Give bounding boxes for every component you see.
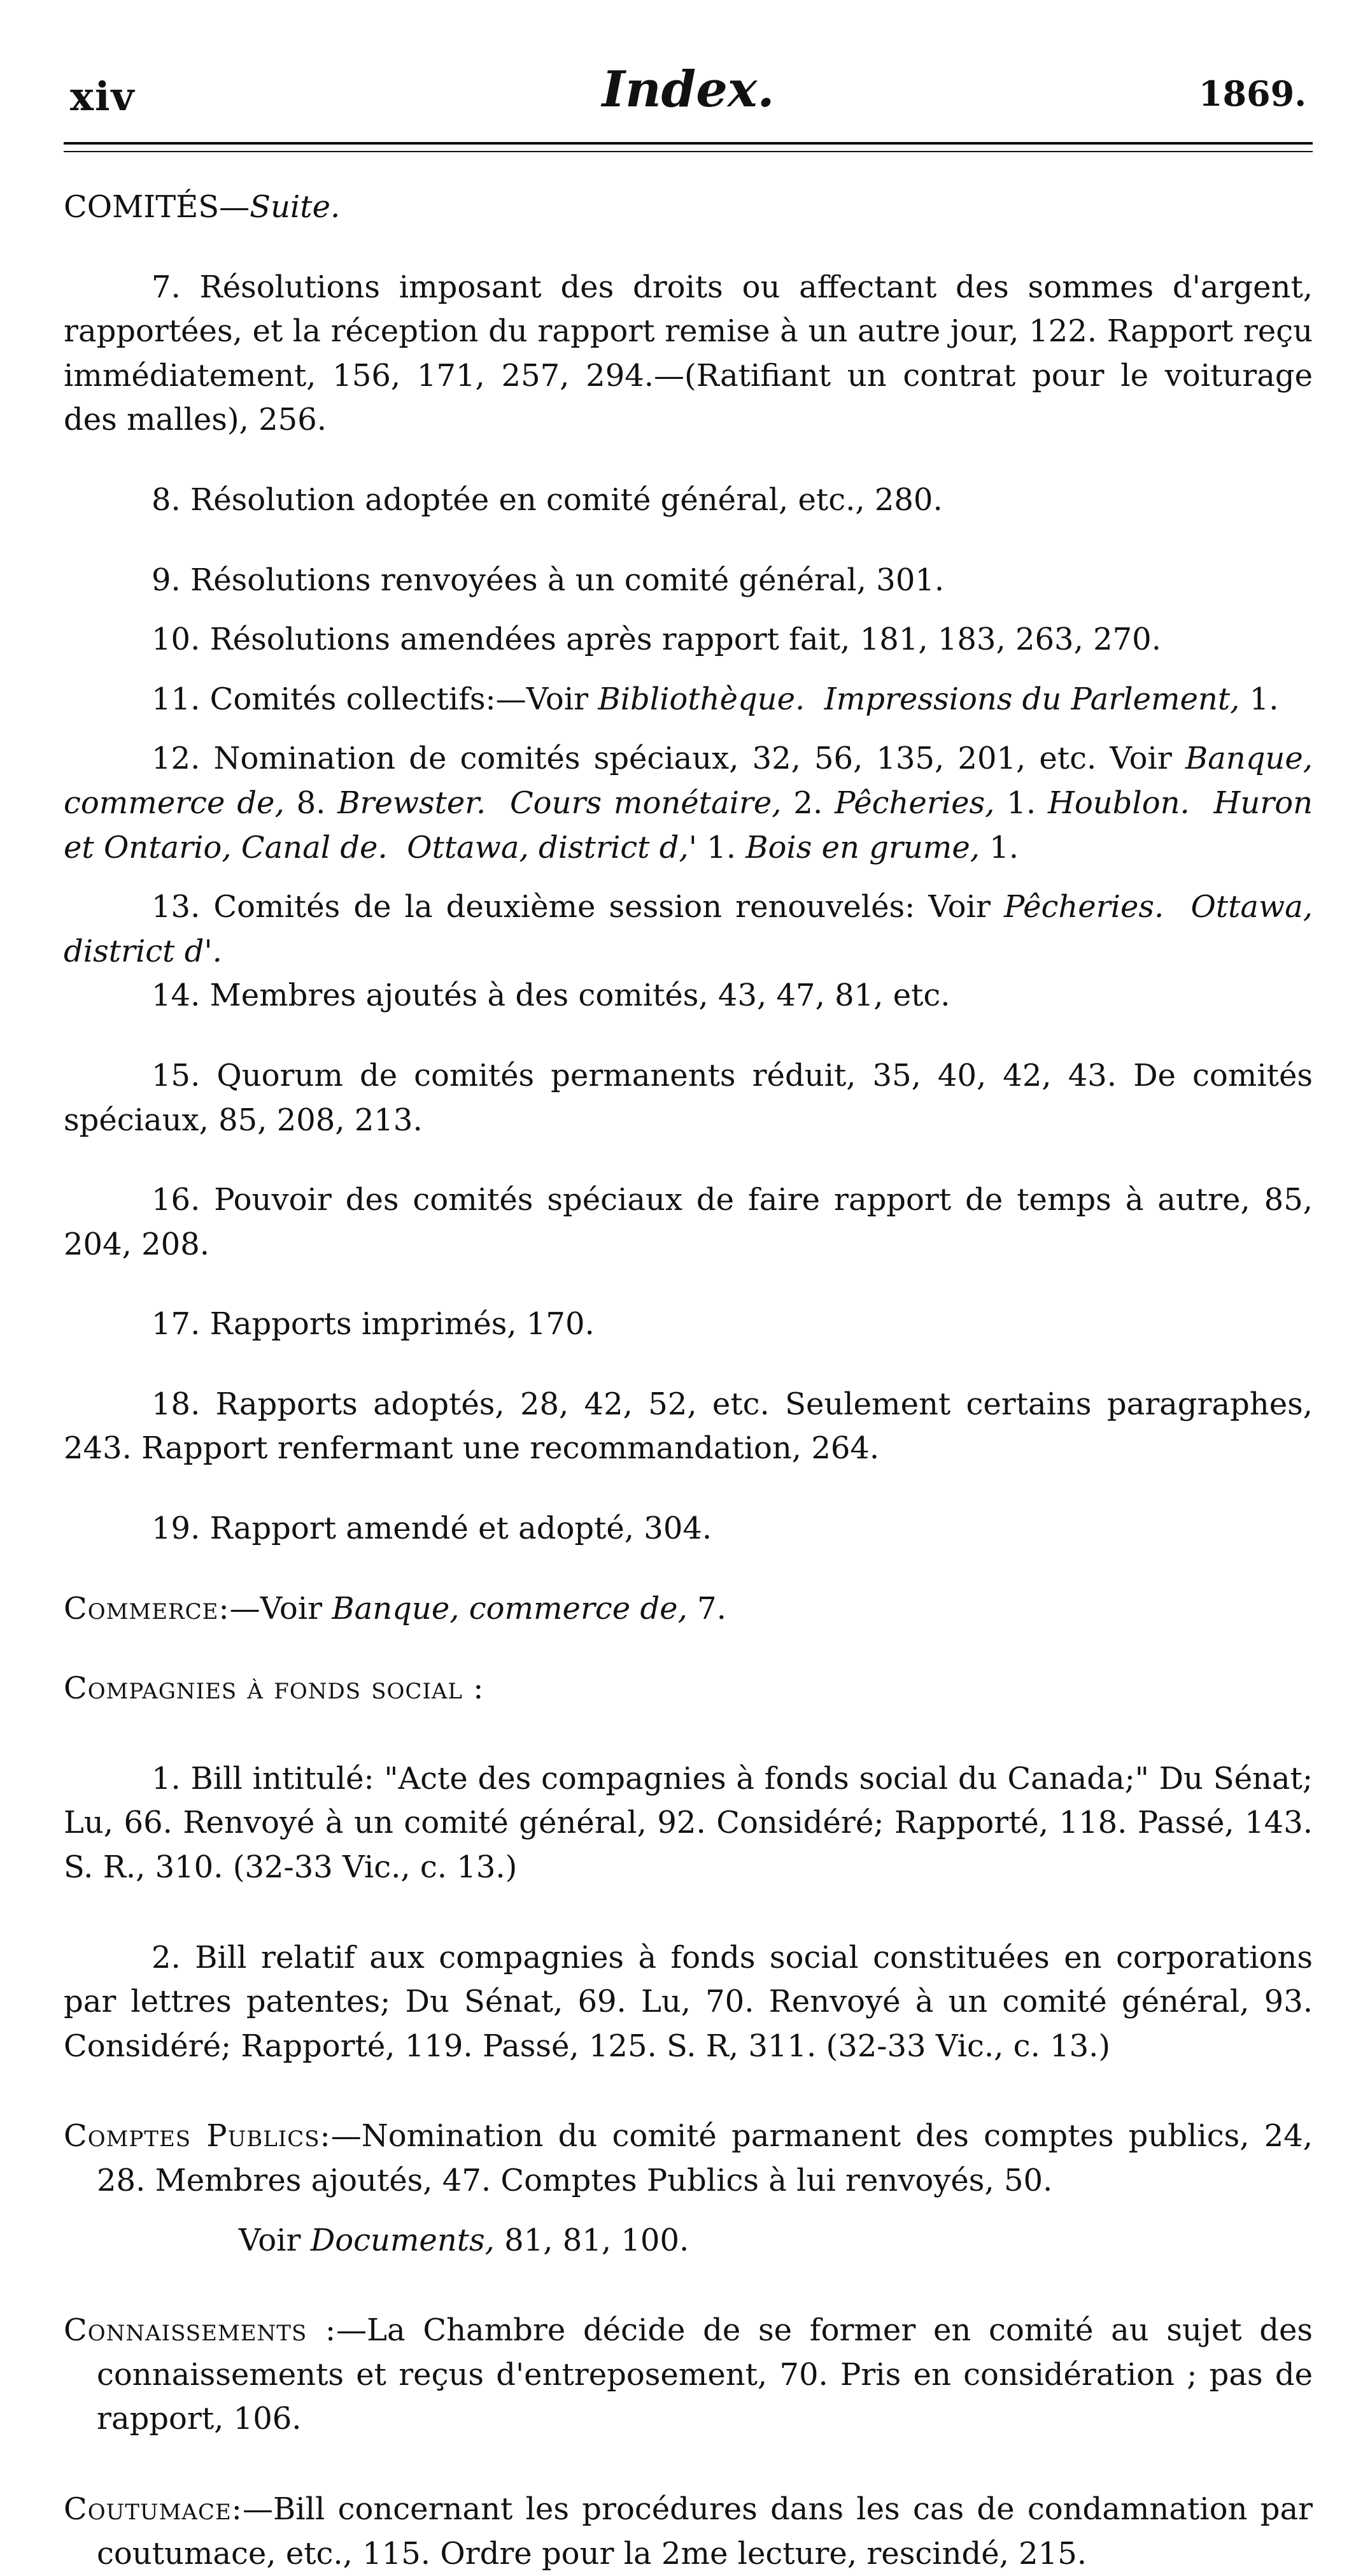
heading-comptes-publics: Comptes Publics: (64, 2118, 331, 2154)
entry-12-ref-huron: Huron et Ontario, Canal de. (64, 785, 1313, 865)
entry-comptes-publics (64, 2114, 1313, 2203)
entry-12-ref-ottawa: Ottawa, district d,' (407, 829, 697, 865)
entry-7: 7. Résolutions imposant des droits ou affectant des sommes d'argent, rapportées, et la réception du rapport remise à un autre jour, 122. Rapport reçu immédiatement, 156, 171, 257, 294.—(Ratifiant un contrat pour le voiturage des malles), 256. (64, 269, 1313, 438)
entry-15: 15. Quorum de comités permanents réduit, 35, 40, 42, 43. De comités spéciaux, 85, 208, 213. (64, 1057, 1313, 1138)
entry-14: 14. Membres ajoutés à des comités, 43, 47, 81, etc. (152, 978, 950, 1014)
commerce-ref-banque: Banque, commerce de, (332, 1590, 688, 1626)
entry-12-num: 8. (284, 785, 338, 821)
entry-11 (64, 678, 1313, 722)
entry-12-num: 1. (994, 785, 1048, 821)
entry-connaissements (64, 2309, 1313, 2442)
heading-connaissements: Connaissements : (64, 2312, 337, 2349)
comptes-text: —Nomination du comité parmanent des comptes publics, 24, 28. Membres ajoutés, 47. Comptes Publics à lui renvoyés, 50. (97, 2118, 1313, 2198)
comptes-ref-documents: Documents, (310, 2222, 495, 2258)
commerce-page: 7. (687, 1590, 726, 1626)
page-title: Index. (602, 60, 775, 118)
entry-13-ref-ottawa: Ottawa, district d'. (64, 889, 1313, 969)
entry-12-num: 1. (696, 829, 746, 865)
heading-commerce: Commerce: (64, 1590, 230, 1626)
running-head (64, 60, 1313, 118)
entry-11-ref-impressions: Impressions du Parlement, (824, 681, 1240, 717)
entry-18: 18. Rapports adoptés, 28, 42, 52, etc. Seulement certains paragraphes, 243. Rapport renfermant une recommandation, 264. (64, 1386, 1313, 1467)
entry-coutumace (64, 2487, 1313, 2576)
entry-compagnies-2: 2. Bill relatif aux compagnies à fonds social constituées en corporations par lettres patentes; Du Sénat, 69. Lu, 70. Renvoyé à un comité général, 93. Considéré; Rapporté, 119. Passé, 125. S. R, 311. (32-33 Vic., c. 13.) (64, 1939, 1313, 2064)
entry-12-ref-bois: Bois en grume, (745, 829, 980, 865)
entry-17: 17. Rapports imprimés, 170. (152, 1306, 595, 1342)
page-number: xiv (70, 73, 136, 120)
comptes-see-pages: 81, 81, 100. (494, 2222, 689, 2258)
entry-10: 10. Résolutions amendées après rapport fait, 181, 183, 263, 270. (152, 622, 1161, 658)
commerce-text: —Voir (229, 1590, 332, 1626)
entry-commerce (64, 1587, 1313, 1632)
entry-12-ref-banque: Banque, commerce de, (64, 741, 1313, 821)
connaissements-text: —La Chambre décide de se former en comité au sujet des connaissements et reçus d'entreposement, 70. Pris en considération ; pas de rapport, 106. (97, 2312, 1313, 2437)
entry-13-ref-pecheries: Pêcheries. (1003, 889, 1164, 925)
entry-11-text: 11. Comités collectifs:—Voir (152, 681, 598, 717)
comptes-see-also (64, 2219, 1313, 2263)
entry-16: 16. Pouvoir des comités spéciaux de faire rapport de temps à autre, 85, 204, 208. (64, 1182, 1313, 1262)
entry-12-ref-houblon: Houblon. (1047, 785, 1190, 821)
entry-8: 8. Résolution adoptée en comité général, etc., 280. (152, 481, 943, 518)
entry-compagnies-1: 1. Bill intitulé: "Acte des compagnies à fonds social du Canada;" Du Sénat; Lu, 66. Renvoyé à un comité général, 92. Considéré; Rapporté, 118. Passé, 143. S. R., 310. (32-33 Vic., c. 13.) (64, 1760, 1313, 1886)
index-body (64, 185, 1313, 2576)
entry-9: 9. Résolutions renvoyées à un comité général, 301. (152, 562, 945, 598)
entry-12-num: 1. (979, 829, 1019, 865)
entry-13 (64, 885, 1313, 974)
entry-12-ref-pecheries: Pêcheries, (835, 785, 995, 821)
entry-11-ref-bibliotheque: Bibliothèque. (598, 681, 805, 717)
entry-19: 19. Rapport amendé et adopté, 304. (152, 1511, 712, 1547)
entry-13-text: 13. Comités de la deuxième session renouvelés: Voir (152, 889, 1004, 925)
heading-comites-main: COMITÉS— (64, 189, 250, 225)
heading-comites-suffix: Suite. (250, 189, 341, 225)
entry-12-num: 2. (781, 785, 835, 821)
coutumace-text: —Bill concernant les procédures dans les cas de condamnation par coutumace, etc., 115. Ordre pour la 2me lecture, rescindé, 215. (97, 2491, 1313, 2572)
heading-compagnies: Compagnies à fonds social : (64, 1670, 484, 1707)
entry-11-page: 1. (1239, 681, 1279, 717)
header-rule (64, 142, 1313, 152)
comptes-see-label: Voir (239, 2222, 311, 2258)
heading-coutumace: Coutumace: (64, 2491, 243, 2527)
entry-12-ref-cours: Cours monétaire, (509, 785, 782, 821)
entry-12-text: 12. Nomination de comités spéciaux, 32, 56, 135, 201, etc. Voir (152, 741, 1185, 777)
year-label: 1869. (1198, 73, 1306, 114)
heading-comites (64, 185, 1313, 230)
entry-12 (64, 737, 1313, 870)
entry-12-ref-brewster: Brewster. (337, 785, 486, 821)
